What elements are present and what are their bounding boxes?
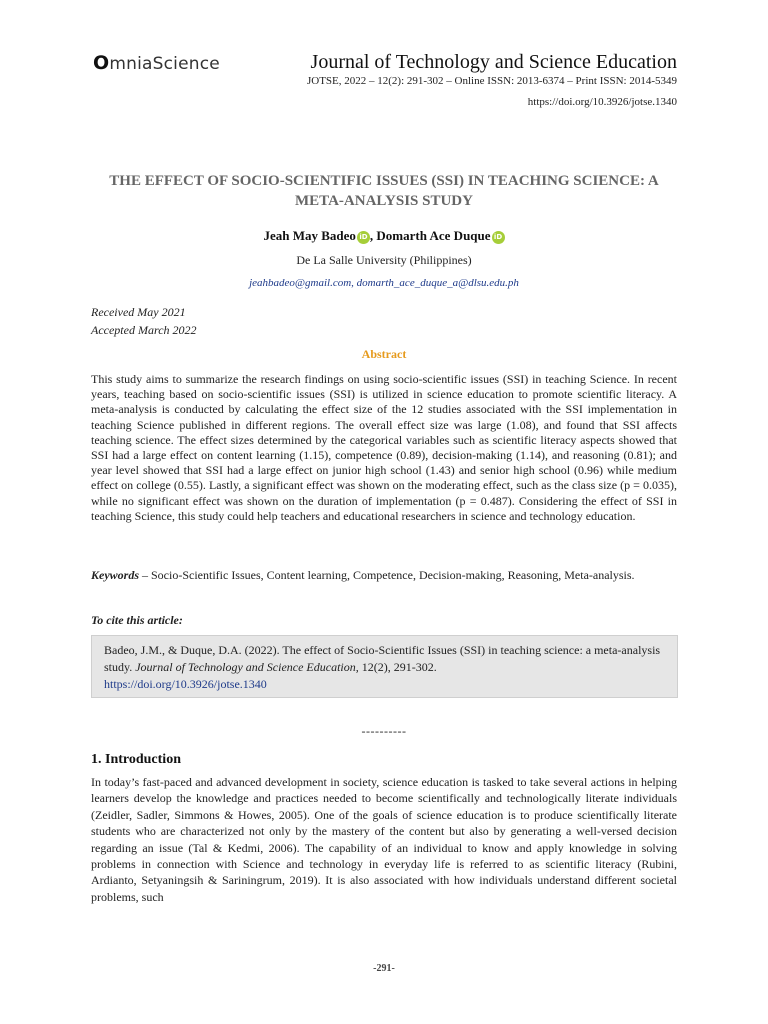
citation-doi-link[interactable]: https://doi.org/10.3926/jotse.1340 xyxy=(104,677,267,691)
keywords-label: Keywords xyxy=(91,568,139,582)
journal-doi-link[interactable]: https://doi.org/10.3926/jotse.1340 xyxy=(527,96,677,108)
page-number: -291- xyxy=(373,963,395,974)
affiliation: De La Salle University (Philippines) xyxy=(296,253,472,267)
section-separator: ---------- xyxy=(361,724,407,738)
author-emails[interactable]: jeahbadeo@gmail.com, domarth_ace_duque_a@dlsu.edu.ph xyxy=(249,277,519,289)
introduction-heading: 1. Introduction xyxy=(91,752,181,767)
citation-authors-title: Badeo, J.M., & Duque, D.A. (2022). The effect of Socio-Scientific Issues (SSI) in teaching science: a meta-analysis study. xyxy=(104,643,661,674)
citation-volume: 12(2), 291-302. xyxy=(358,660,437,674)
keywords xyxy=(91,568,677,583)
orcid-icon[interactable]: iD xyxy=(357,231,370,244)
article-dates xyxy=(91,303,197,339)
keywords-list: – Socio-Scientific Issues, Content learning, Competence, Decision-making, Reasoning, Meta-analysis. xyxy=(139,568,635,582)
logo-text: mniaScience xyxy=(109,54,220,74)
cite-heading: To cite this article: xyxy=(91,613,183,627)
orcid-icon[interactable]: iD xyxy=(492,231,505,244)
logo-o-mark: O xyxy=(93,52,110,74)
introduction-text: In today’s fast-paced and advanced development in society, science education is tasked to take several actions in helping learners develop the knowledge and practices needed to become scientifically and technologically literate individuals (Zeidler, Sadler, Simmons & Howes, 2005). One of the goals of science education is to produce scientifically literate students who are characterized not only by the mastery of the content but also by generating a well-versed decision regarding an issue (Tal & Kedmi, 2006). The capability of an individual to know and apply knowledge in solving problems in connection with Science and technology in everyday life is referred to as scientific literacy (Rubini, Ardianto, Setyaningsih & Sariningrum, 2019). It is also associated with how individuals understand different societal problems, such xyxy=(91,775,677,904)
author-1: Jeah May Badeo xyxy=(263,228,356,243)
received-date: Received May 2021 xyxy=(91,305,186,319)
author-separator: , xyxy=(369,228,377,243)
journal-title: Journal of Technology and Science Education xyxy=(310,51,677,73)
accepted-date: Accepted March 2022 xyxy=(91,323,197,337)
journal-info: JOTSE, 2022 – 12(2): 291-302 – Online ISSN: 2013-6374 – Print ISSN: 2014-5349 xyxy=(306,75,677,87)
omniascience-logo xyxy=(93,52,220,74)
abstract-text: This study aims to summarize the research findings on using socio-scientific issues (SSI) in teaching Science. In recent years, teaching based on socio-scientific issues (SSI) is utilized in science education to promote scientific literacy. A meta-analysis is conducted by calculating the effect size of the 12 studies associated with the SSI implementation in teaching Science published in different regions. The overall effect size was large (1.08), and found that SSI affects teaching science. The effect sizes determined by the categorical variables such as scientific literacy aspects showed that SSI had a large effect on content learning (1.15), competence (0.89), decision-making (1.14), and reasoning (0.81); and year level showed that SSI had a large effect on junior high school (1.43) and senior high school (0.96) while medium effect on college (0.55). Lastly, a significant effect was shown on the moderating effect, such as the class size (p = 0.035), while no significant effect was shown on the duration of implementation (p = 0.487). Considering the effect of SSI in teaching Science, this study could help teachers and educational researchers in science and technology education. xyxy=(91,372,677,523)
abstract-heading: Abstract xyxy=(361,347,407,361)
paper-title: THE EFFECT OF SOCIO-SCIENTIFIC ISSUES (SSI) IN TEACHING SCIENCE: A META-ANALYSIS STUDY xyxy=(109,173,659,209)
author-2: Domarth Ace Duque xyxy=(376,228,491,243)
citation-journal: Journal of Technology and Science Education, xyxy=(135,660,359,674)
citation-box xyxy=(91,635,678,698)
authors-line xyxy=(91,228,677,244)
